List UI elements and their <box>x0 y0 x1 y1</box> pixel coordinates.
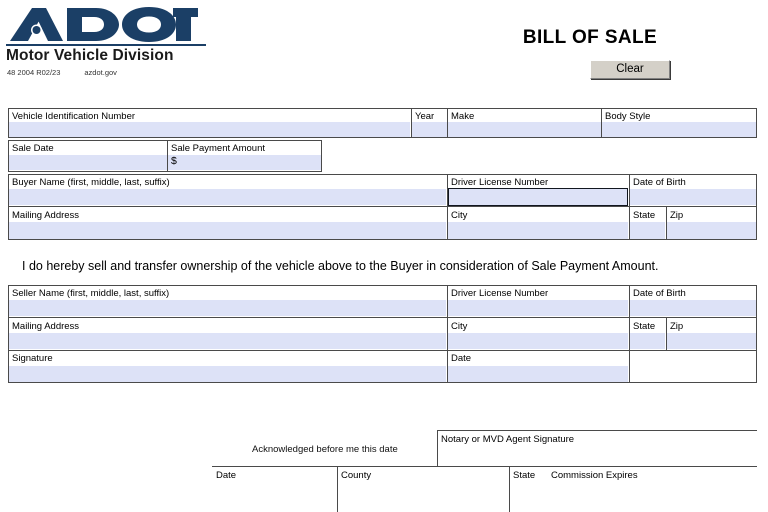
vehicle-row-left-rule <box>8 108 9 138</box>
notary-commission-expires-label: Commission Expires <box>551 470 638 481</box>
seller-address-label: Mailing Address <box>12 321 80 332</box>
buyer-zip-divider <box>666 206 667 240</box>
seller-name-row-bottom-rule <box>8 317 757 318</box>
seller-dob-divider <box>629 285 630 383</box>
declaration-text: I do hereby sell and transfer ownership of the vehicle above to the Buyer in consideration of Sale Payment Amount. <box>22 259 659 273</box>
seller-name-row-top-rule <box>8 285 757 286</box>
buyer-zip-label: Zip <box>670 210 684 221</box>
buyer-address-input[interactable] <box>9 222 446 239</box>
agency-website: azdot.gov <box>84 68 117 77</box>
seller-dob-label: Date of Birth <box>633 288 686 299</box>
currency-symbol: $ <box>171 155 177 167</box>
seller-signature-row-bottom-rule <box>8 382 757 383</box>
notary-signature-left-rule <box>437 430 438 466</box>
buyer-dob-input[interactable] <box>630 189 756 205</box>
seller-dob-input[interactable] <box>630 300 756 316</box>
buyer-state-label: State <box>633 210 656 221</box>
seller-address-input[interactable] <box>9 333 446 349</box>
seller-dln-input[interactable] <box>448 300 628 316</box>
notary-county-divider <box>337 466 338 512</box>
logo-divider-rule <box>6 44 206 46</box>
sale-date-label: Sale Date <box>12 143 54 154</box>
seller-name-input[interactable] <box>9 300 446 316</box>
make-label: Make <box>451 111 475 122</box>
seller-address-row-bottom-rule <box>8 350 757 351</box>
sale-payment-label: Sale Payment Amount <box>171 143 265 154</box>
page-title: BILL OF SALE <box>522 27 658 48</box>
seller-right-rule <box>756 285 757 383</box>
vin-input[interactable] <box>9 122 410 137</box>
buyer-dln-input[interactable] <box>448 188 628 206</box>
seller-zip-label: Zip <box>670 321 684 332</box>
seller-state-label: State <box>633 321 656 332</box>
body-style-input[interactable] <box>602 122 756 137</box>
buyer-dob-label: Date of Birth <box>633 177 686 188</box>
buyer-dob-divider <box>629 174 630 240</box>
adot-wordmark-icon <box>8 6 198 46</box>
adot-logo <box>8 6 248 46</box>
seller-date-input[interactable] <box>448 366 628 382</box>
division-name: Motor Vehicle Division <box>6 47 174 64</box>
sale-date-input[interactable] <box>9 155 167 170</box>
acknowledgement-text: Acknowledged before me this date <box>252 444 398 455</box>
clear-button[interactable]: Clear <box>590 60 670 79</box>
seller-signature-input[interactable] <box>9 366 446 382</box>
notary-signature-top-rule <box>437 430 757 431</box>
sale-row-right-rule <box>321 140 322 172</box>
make-input[interactable] <box>448 122 601 137</box>
vin-label: Vehicle Identification Number <box>12 111 136 122</box>
buyer-city-input[interactable] <box>448 222 628 239</box>
vehicle-row-bottom-rule <box>8 137 757 138</box>
vehicle-bodystyle-divider <box>601 108 602 138</box>
form-code: 48 2004 R02/23 <box>7 68 61 77</box>
seller-city-label: City <box>451 321 468 332</box>
sale-row-left-rule <box>8 140 9 172</box>
form-meta <box>7 68 117 77</box>
seller-city-input[interactable] <box>448 333 628 349</box>
buyer-name-input[interactable] <box>9 189 446 205</box>
vehicle-row-right-rule <box>756 108 757 138</box>
buyer-right-rule <box>756 174 757 240</box>
notary-detail-row-top-rule <box>212 466 757 467</box>
buyer-dln-label: Driver License Number <box>451 177 549 188</box>
buyer-address-row-bottom-rule <box>8 239 757 240</box>
year-label: Year <box>415 111 435 122</box>
buyer-state-input[interactable] <box>630 222 665 239</box>
vehicle-row-top-rule <box>8 108 757 109</box>
body-style-label: Body Style <box>605 111 651 122</box>
seller-zip-divider <box>666 317 667 350</box>
notary-county-label: County <box>341 470 372 481</box>
buyer-dln-divider <box>447 174 448 240</box>
vehicle-year-divider <box>411 108 412 138</box>
seller-zip-input[interactable] <box>667 333 756 349</box>
vehicle-make-divider <box>447 108 448 138</box>
buyer-city-label: City <box>451 210 468 221</box>
seller-dln-label: Driver License Number <box>451 288 549 299</box>
seller-name-label: Seller Name (first, middle, last, suffix) <box>12 288 170 299</box>
seller-signature-label: Signature <box>12 353 53 364</box>
seller-date-label: Date <box>451 353 472 364</box>
notary-signature-label: Notary or MVD Agent Signature <box>441 434 575 445</box>
seller-dln-divider <box>447 285 448 383</box>
notary-state-label: State <box>513 470 536 481</box>
notary-state-divider <box>509 466 510 512</box>
buyer-name-row-top-rule <box>8 174 757 175</box>
sale-row-top-rule <box>8 140 322 141</box>
year-input[interactable] <box>412 122 447 137</box>
buyer-left-rule <box>8 174 9 240</box>
seller-left-rule <box>8 285 9 383</box>
sale-date-divider <box>167 140 168 172</box>
form-header <box>0 0 768 100</box>
buyer-name-label: Buyer Name (first, middle, last, suffix) <box>12 177 170 188</box>
sale-payment-input[interactable] <box>168 155 321 170</box>
sale-row-bottom-rule <box>8 171 322 172</box>
seller-state-input[interactable] <box>630 333 665 349</box>
buyer-address-label: Mailing Address <box>12 210 80 221</box>
buyer-name-row-bottom-rule <box>8 206 757 207</box>
notary-date-label: Date <box>216 470 237 481</box>
buyer-zip-input[interactable] <box>667 222 756 239</box>
